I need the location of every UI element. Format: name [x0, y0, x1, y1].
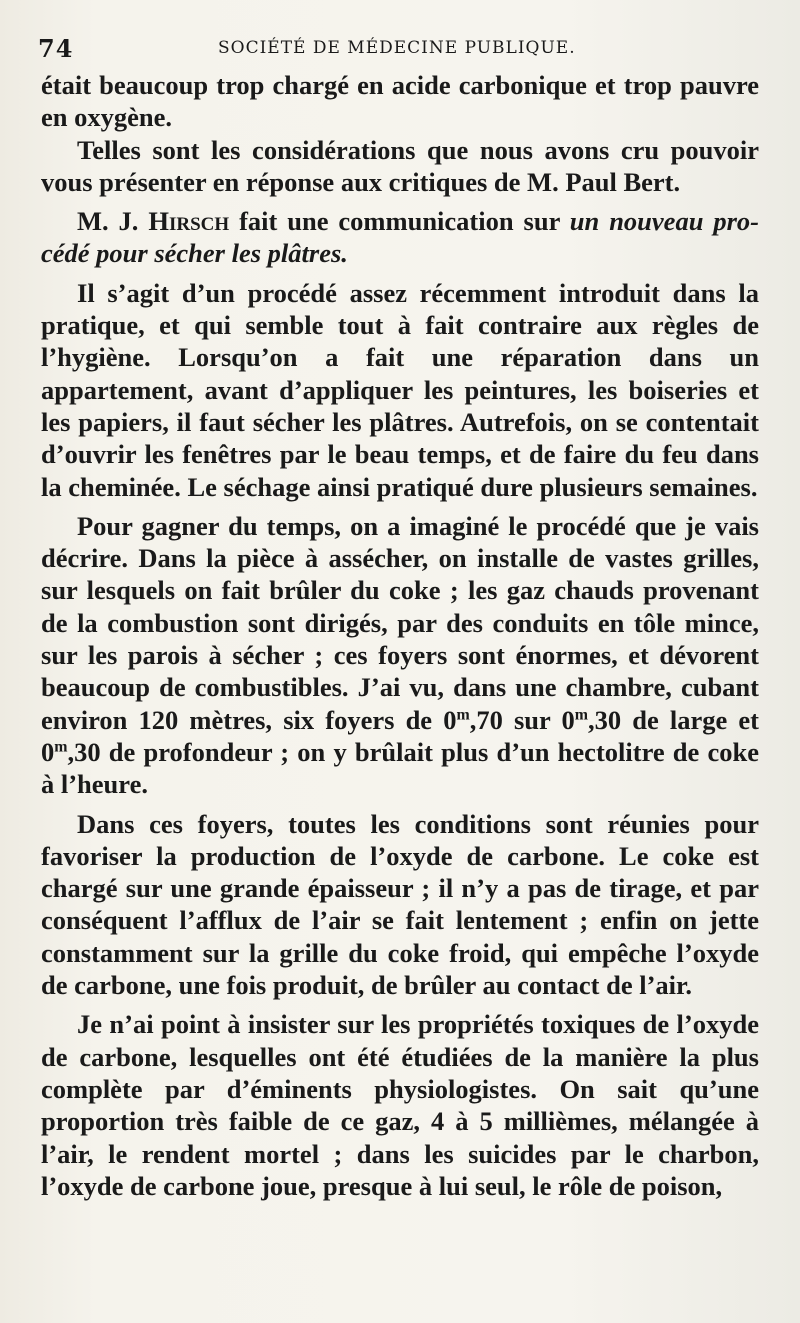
paragraph-combustion-conditions: Dans ces foyers, toutes les conditions sont réunies pour favoriser la production de l’oxyde de carbone. Le coke est chargé sur une grande épaisseur ; il n’y a pas de tirage, et par conséquent l’afflux de l’air se fait lentement ; enfin on jette constamment sur la grille du coke froid, qui empêche l’oxyde de carbone, une fois produit, de brûler au contact de l’air.	[41, 808, 759, 1001]
page-header	[38, 30, 760, 63]
speaker-initial: M. J.	[77, 206, 139, 237]
page-number: 74	[38, 34, 74, 63]
communication-title-part2: cédé pour sécher les plâtres.	[41, 238, 348, 269]
unit-superscript: m	[54, 738, 68, 756]
procedure-text-3: ,30 de large et 0	[41, 704, 759, 767]
paragraph-procedure-intro: Il s’agit d’un procédé assez récemment introduit dans la pratique, et qui semble tout à fait contraire aux règles de l’hygiène. Lorsqu’on a fait une réparation dans un appartement, avant d’appliquer les peintures, les boiseries et les papiers, il faut sécher les plâtres. Autrefois, on se contentait d’ouvrir les fenêtres par le beau temps, et de faire du feu dans la cheminée. Le séchage ainsi pratiqué dure plusieurs semaines.	[41, 277, 759, 502]
body-text	[41, 69, 759, 1202]
paragraph-speaker	[41, 205, 759, 270]
speaker-name: Hirsch	[148, 206, 230, 237]
unit-superscript: m	[456, 706, 470, 724]
procedure-text-4: ,30 de profondeur ; on y brûlait plus d’un hectolitre de coke à l’heure.	[41, 736, 759, 800]
procedure-text-2: ,70 sur 0	[469, 704, 575, 735]
speaker-text: fait une communication sur	[239, 206, 560, 237]
paragraph-procedure-description	[41, 510, 759, 801]
paragraph-toxicity: Je n’ai point à insister sur les propriétés toxiques de l’oxyde de carbone, lesquelles ont été étudiées de la manière la plus complète par d’éminents physiologistes. On sait qu’une proportion très faible de ce gaz, 4 à 5 millièmes, mélangée à l’air, le rendent mortel ; dans les suicides par le charbon, l’oxyde de carbone joue, presque à lui seul, le rôle de poison,	[41, 1009, 759, 1201]
unit-superscript: m	[574, 706, 588, 724]
procedure-text-1: Pour gagner du temps, on a imaginé le procédé que je vais décrire. Dans la pièce à assécher, on installe de vastes grilles, sur lesquels on fait brûler du coke ; les gaz chauds provenant de la combustion sont dirigés, par des conduits en tôle mince, sur les parois à sécher ; ces foyers sont énormes, et dévorent beaucoup de combustibles. J’ai vu, dans une chambre, cubant environ 120 mètres, six foyers de 0	[41, 510, 759, 735]
running-title: SOCIÉTÉ DE MÉDECINE PUBLIQUE.	[218, 38, 576, 58]
paragraph-continuation: était beaucoup trop chargé en acide carbonique et trop pauvre en oxygène.	[41, 70, 759, 133]
communication-title-part1: un nouveau pro-	[569, 206, 759, 237]
paragraph-conclusion: Telles sont les considérations que nous avons cru pouvoir vous présenter en réponse aux critiques de M. Paul Bert.	[41, 134, 759, 197]
